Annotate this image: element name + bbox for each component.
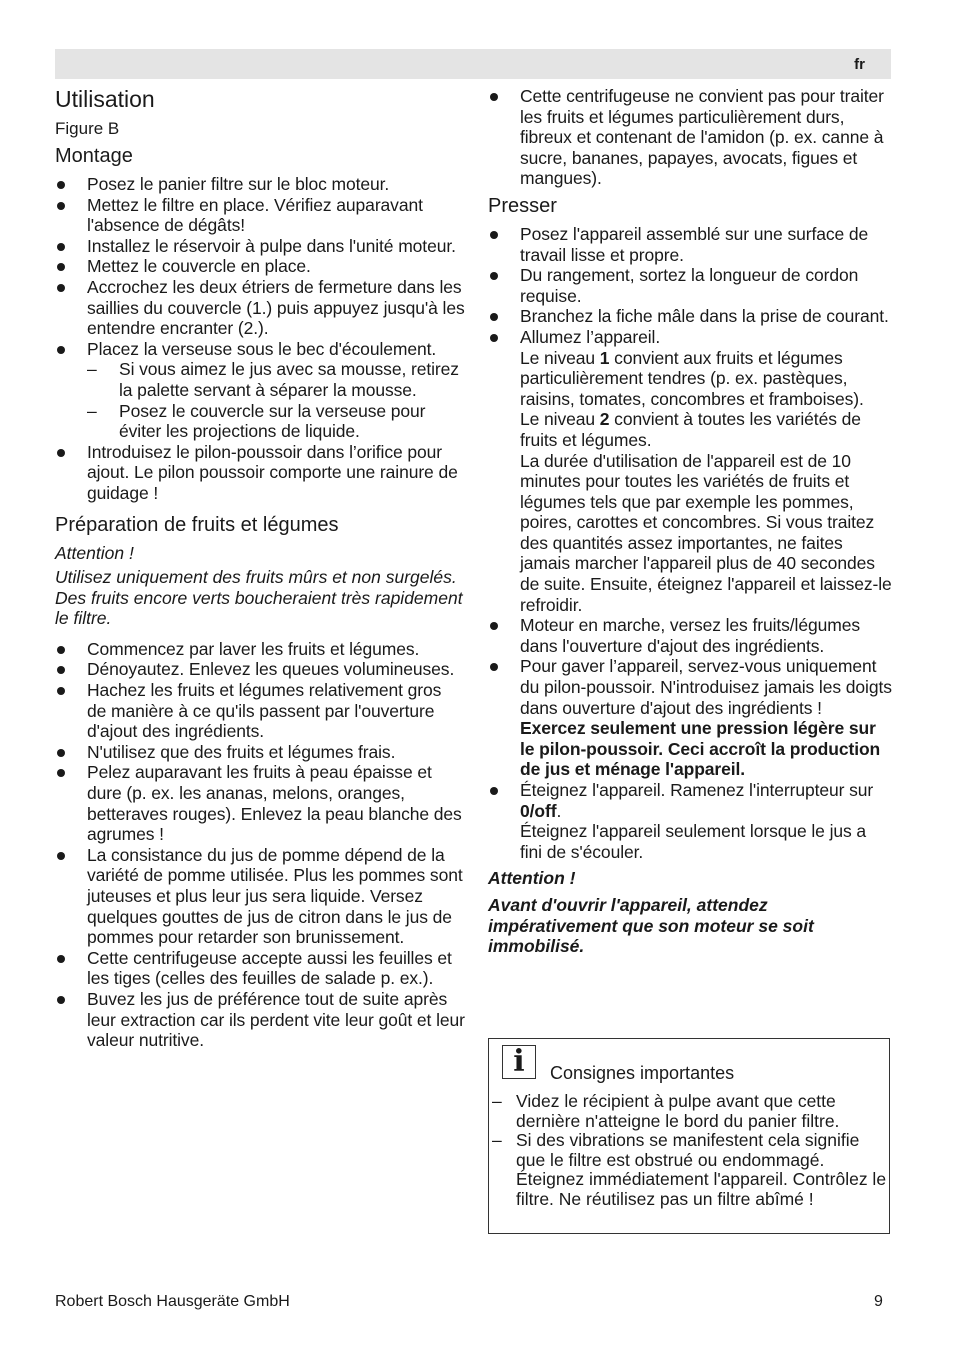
montage-heading: Montage xyxy=(55,145,133,167)
notice-item: – Videz le récipient à pulpe avant que cette dernière n'atteigne le bord du panier filtre. xyxy=(492,1092,888,1131)
figure-reference: Figure B xyxy=(55,119,120,138)
list-item: Buvez les jus de préférence tout de suite après leur extraction car ils perdent vite leur goût et leur valeur nutritive. xyxy=(55,989,465,1051)
notice-list-wrapper xyxy=(492,1092,888,1209)
list-item xyxy=(488,327,892,615)
sub-list-item: – Posez le couvercle sur la verseuse pour éviter les projections de liquide. xyxy=(87,401,465,442)
list-item: Installez le réservoir à pulpe dans l'unité moteur. xyxy=(55,236,465,257)
switch-position: 0/off xyxy=(520,800,557,821)
list-item xyxy=(55,339,465,442)
duration-text: La durée d'utilisation de l'appareil est de 10 minutes pour toutes les variétés de fruits et légumes tels que par exemple les pommes, poires, carottes et concombres. Si vous traitez des quantités assez importantes, ne faites jamais marcher l'appareil plus de 40 secondes de suite. Ensuite, éteignez l'appareil et laissez-le refroidir. xyxy=(520,450,892,615)
presser-heading: Presser xyxy=(488,194,557,217)
list-item xyxy=(488,780,892,862)
intro-list xyxy=(488,86,892,189)
text-run: Le niveau xyxy=(520,347,600,368)
list-item: Posez le panier filtre sur le bloc moteur. xyxy=(55,174,465,195)
list-item: Mettez le filtre en place. Vérifiez auparavant l'absence de dégâts! xyxy=(55,195,465,236)
list-item: Pelez auparavant les fruits à peau épaisse et dure (p. ex. les ananas, melons, oranges, betteraves rouges). Enlevez la peau blanche des agrumes ! xyxy=(55,762,465,844)
right-column xyxy=(488,86,892,957)
presser-list xyxy=(488,224,892,862)
list-item: Cette centrifugeuse accepte aussi les feuilles et les tiges (celles des feuilles de salade p. ex.). xyxy=(55,948,465,989)
list-item-text: Pour gaver l’appareil, servez-vous uniquement du pilon-poussoir. N'introduisez jamais les doigts dans ouverture d'ajout des ingrédients ! xyxy=(520,656,892,718)
list-item: Commencez par laver les fruits et légumes. xyxy=(55,639,465,660)
attention-label: Attention ! xyxy=(55,542,134,563)
list-item: N'utilisez que des fruits et légumes frais. xyxy=(55,742,465,763)
notice-title: Consignes importantes xyxy=(550,1063,735,1083)
attention-label: Attention ! xyxy=(488,868,576,889)
list-item: Mettez le couvercle en place. xyxy=(55,256,465,277)
list-item: Cette centrifugeuse ne convient pas pour traiter les fruits et légumes particulièrement durs, fibreux et contenant de l'amidon (p. ex. canne à sucre, bananes, papayes, avocats, figues et mangues). xyxy=(488,86,892,189)
notice-item: – Si des vibrations se manifestent cela signifie que le filtre est obstrué ou endommagé. Éteignez immédiatement l'appareil. Contrôlez le filtre. Ne réutilisez pas un filtre abîmé ! xyxy=(492,1131,888,1209)
text-run: Éteignez l'appareil. Ramenez l'interrupteur sur xyxy=(520,780,874,800)
preparation-list xyxy=(55,639,465,1051)
notice-list xyxy=(492,1092,888,1209)
left-column xyxy=(55,84,465,1051)
header-band xyxy=(55,49,891,79)
text-run: . xyxy=(556,800,562,821)
attention-text: Utilisez uniquement des fruits mûrs et non surgelés. Des fruits encore verts boucheraient très rapidement le filtre. xyxy=(55,567,463,629)
list-item: Branchez la fiche mâle dans la prise de courant. xyxy=(488,306,892,327)
list-item: Introduisez le pilon-poussoir dans l’orifice pour ajout. Le pilon poussoir comporte une rainure de guidage ! xyxy=(55,442,465,504)
list-item: Hachez les fruits et légumes relativement gros de manière à ce qu'ils passent par l'ouverture d'ajout des ingrédients. xyxy=(55,680,465,742)
pressure-warning: Exercez seulement une pression légère sur le pilon-poussoir. Ceci accroît la production de jus et ménage l'appareil. xyxy=(520,718,881,780)
list-item-text: Allumez l’appareil. xyxy=(520,326,661,347)
text-run: convient à toutes les variétés de fruits et légumes. xyxy=(520,409,861,450)
list-item: Accrochez les deux étriers de fermeture dans les saillies du couvercle (1.) puis appuyez jusqu'à les entendre encranter (2.). xyxy=(55,277,465,339)
page-number: 9 xyxy=(874,1293,883,1310)
language-label: fr xyxy=(854,56,865,73)
list-item-text: Placez la verseuse sous le bec d'écoulement. xyxy=(87,338,437,359)
list-item-text xyxy=(520,780,892,821)
level-number: 1 xyxy=(599,347,610,368)
list-item: Posez l'appareil assemblé sur une surface de travail lisse et propre. xyxy=(488,224,892,265)
info-icon: i xyxy=(502,1045,536,1079)
level-1-text xyxy=(520,348,892,410)
footer-company: Robert Bosch Hausgeräte GmbH xyxy=(55,1293,290,1310)
attention-text: Avant d'ouvrir l'appareil, attendez impérativement que son moteur se soit immobilisé. xyxy=(488,894,814,957)
montage-list xyxy=(55,174,465,504)
notice-box xyxy=(488,1038,890,1234)
text-run: convient aux fruits et légumes particulièrement tendres (p. ex. pastèques, raisins, tomates, concombres et framboises). xyxy=(520,347,864,409)
level-number: 2 xyxy=(599,409,610,430)
preparation-heading: Préparation de fruits et légumes xyxy=(55,513,339,536)
list-item: Moteur en marche, versez les fruits/légumes dans l'ouverture d'ajout des ingrédients. xyxy=(488,615,892,656)
text-run: Le niveau xyxy=(520,409,600,430)
switch-off-note: Éteignez l'appareil seulement lorsque le jus a fini de s'écouler. xyxy=(520,821,867,862)
list-item: Du rangement, sortez la longueur de cordon requise. xyxy=(488,265,892,306)
list-item: Dénoyautez. Enlevez les queues volumineuses. xyxy=(55,659,465,680)
sub-list-item: – Si vous aimez le jus avec sa mousse, retirez la palette servant à séparer la mousse. xyxy=(87,359,465,400)
montage-sublist xyxy=(87,359,465,441)
page-title: Utilisation xyxy=(55,86,155,112)
list-item xyxy=(488,656,892,780)
list-item: La consistance du jus de pomme dépend de la variété de pomme utilisée. Plus les pommes sont juteuses et plus leur jus sera liquide. Versez quelques gouttes de jus de citron dans le jus de pommes pour retarder son brunissement. xyxy=(55,845,465,948)
level-2-text xyxy=(520,409,892,450)
